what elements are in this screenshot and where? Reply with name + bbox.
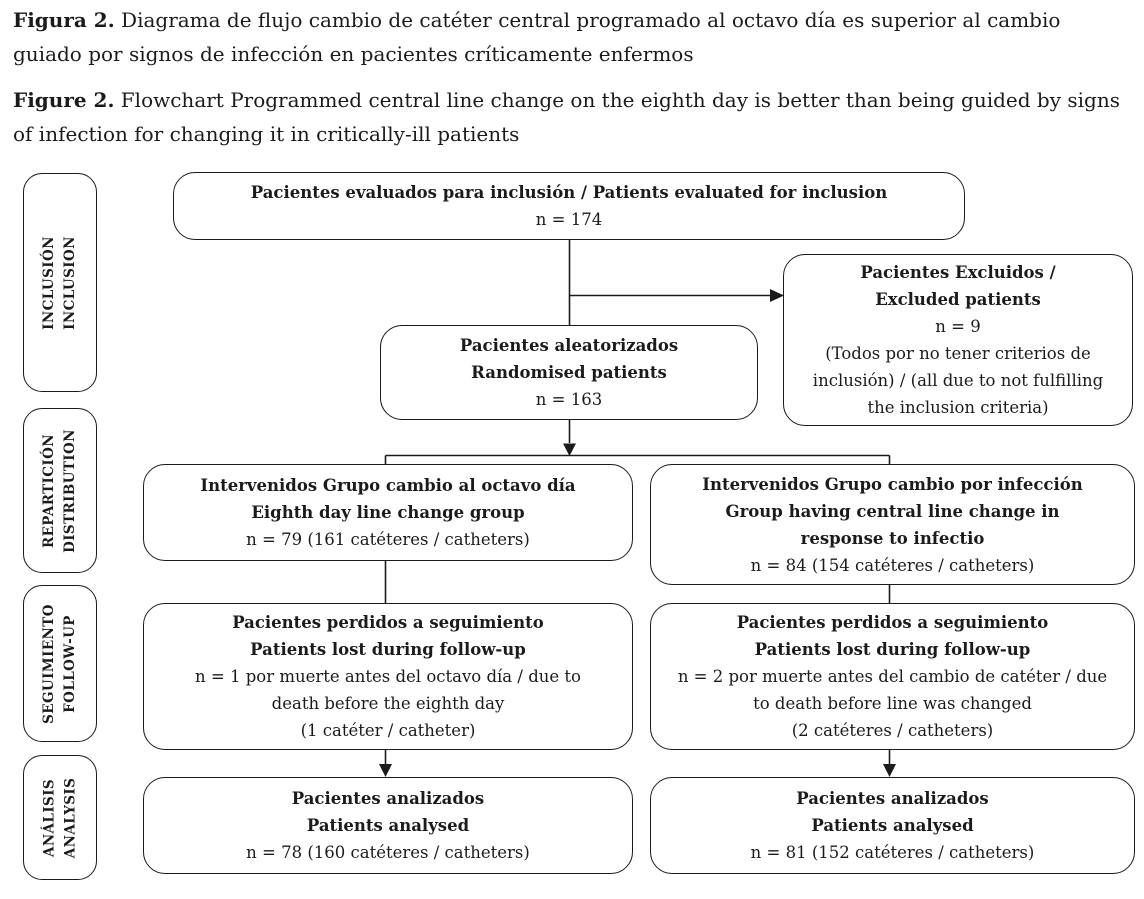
stage-analysis [23,755,97,880]
group-eighth-n: n = 79 (161 catéteres / catheters) [246,530,530,549]
analysed-infection-title-en: Patients analysed [811,816,974,835]
stage-analysis-es: ANÁLISIS [41,778,58,857]
excluded-title-es: Pacientes Excluidos / [860,263,1056,282]
box-group-infection [650,464,1135,585]
randomised-n: n = 163 [535,390,603,409]
stage-followup [23,585,97,742]
arrowhead-analysed-left [379,764,392,777]
group-infection-title-en: Group having central line change in response to infectio [725,501,1060,548]
stage-distribution-es: REPARTICIÓN [41,433,58,548]
stage-inclusion-es: INCLUSIÓN [41,235,58,330]
analysed-infection-n: n = 81 (152 catéteres / catheters) [750,843,1035,862]
arrowhead-branch [563,444,576,457]
stage-distribution [23,408,97,573]
followup-eighth-detail: n = 1 por muerte antes del octavo día / due to death before the eighth day [195,667,581,713]
box-followup-eighth-day [143,603,633,750]
followup-eighth-catheters: (1 catéter / catheter) [300,721,476,740]
analysed-eighth-n: n = 78 (160 catéteres / catheters) [246,843,530,862]
excluded-title-en: Excluded patients [875,290,1041,309]
group-eighth-title-en: Eighth day line change group [251,503,525,522]
box-group-eighth-day [143,464,633,561]
stage-followup-en: FOLLOW-UP [62,614,78,713]
box-analysed-eighth-day [143,777,633,874]
excluded-n: n = 9 [935,317,981,336]
caption-english-text: Flowchart Programmed central line change on the eighth day is better than being guided by signs of infection for changing it in critically-ill patients [13,88,1120,146]
stage-followup-label [39,604,81,724]
stage-distribution-label [39,429,81,553]
randomised-title-en: Randomised patients [471,363,667,382]
randomised-title-es: Pacientes aleatorizados [459,336,679,355]
group-infection-title-es: Intervenidos Grupo cambio por infección [702,474,1083,494]
followup-infection-title-es: Pacientes perdidos a seguimiento [736,613,1049,632]
arrowhead-excluded [770,289,784,302]
caption-english [13,84,1135,151]
stage-analysis-label [39,777,81,858]
caption-spanish [13,4,1135,71]
group-infection-n: n = 84 (154 catéteres / catheters) [750,555,1035,575]
stage-inclusion [23,173,97,392]
analysed-eighth-title-es: Pacientes analizados [291,789,485,808]
caption-spanish-text: Diagrama de flujo cambio de catéter central programado al octavo día es superior al cambio guiado por signos de infección en pacientes críticamente enfermos [13,8,1061,66]
box-analysed-infection [650,777,1135,874]
box-randomised [380,325,758,420]
evaluated-title: Pacientes evaluados para inclusión / Patients evaluated for inclusion [250,183,888,202]
arrowhead-analysed-right [883,764,896,777]
evaluated-n: n = 174 [535,210,603,229]
followup-infection-title-en: Patients lost during follow-up [754,640,1031,659]
box-evaluated [173,172,965,240]
analysed-eighth-title-en: Patients analysed [306,816,470,835]
stage-inclusion-label [39,236,81,330]
figure-caption [13,4,1135,164]
excluded-detail: (Todos por no tener criterios de inclusión) / (all due to not fulfilling the inclusion criteria) [812,344,1104,417]
stage-distribution-en: DISTRIBUTION [62,428,79,553]
followup-infection-detail: n = 2 por muerte antes del cambio de catéter / due to death before line was changed [677,667,1108,713]
stage-analysis-en: ANALYSIS [62,777,79,858]
stage-inclusion-en: INCLUSION [62,235,79,330]
followup-infection-catheters: (2 catéteres / catheters) [791,721,994,740]
group-eighth-title-es: Intervenidos Grupo cambio al octavo día [200,476,576,495]
box-excluded [783,254,1133,426]
caption-spanish-label: Figura 2. [13,8,115,32]
followup-eighth-title-en: Patients lost during follow-up [250,640,526,659]
analysed-infection-title-es: Pacientes analizados [796,789,989,808]
stage-followup-es: SEGUIMIENTO [41,603,57,724]
followup-eighth-title-es: Pacientes perdidos a seguimiento [232,613,544,632]
box-followup-infection [650,603,1135,750]
caption-english-label: Figure 2. [13,88,115,112]
